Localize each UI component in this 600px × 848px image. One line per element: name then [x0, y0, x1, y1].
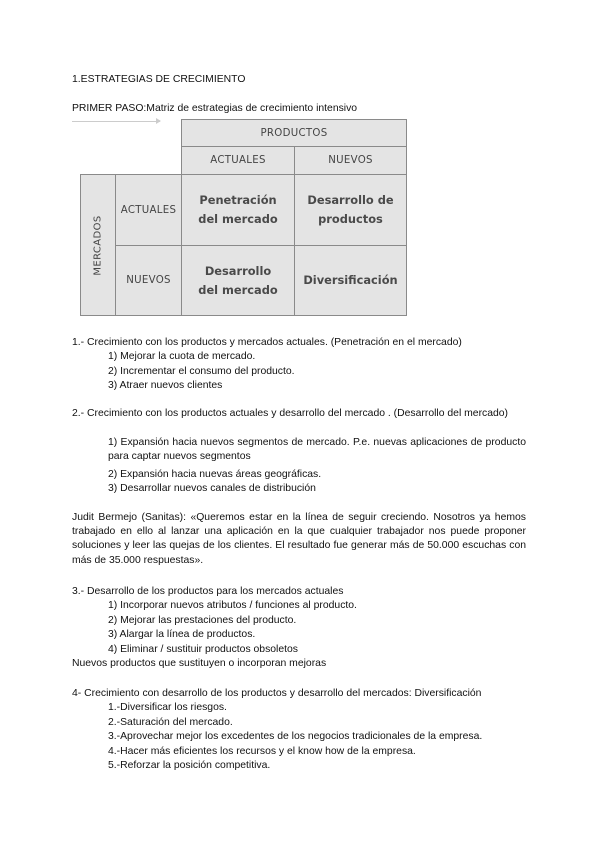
step-heading: PRIMER PASO:Matriz de estrategias de crecimiento intensivo [72, 103, 358, 114]
matrix-header-productos: PRODUCTOS [181, 119, 407, 147]
desarrollo-mercado-label: Desarrollo del mercado [198, 263, 278, 297]
section4-item: 4.-Hacer más eficientes los recursos y el know how de la empresa. [108, 746, 416, 757]
matrix-cell-diversificacion: Diversificación [294, 245, 407, 316]
section2-item: 3) Desarrollar nuevos canales de distribución [108, 483, 316, 494]
section2-item: 2) Expansión hacia nuevas áreas geográficas. [108, 469, 322, 480]
section4-item: 1.-Diversificar los riesgos. [108, 702, 227, 713]
section1-item: 3) Atraer nuevos clientes [108, 380, 223, 391]
matrix-cell-desarrollo-mercado [181, 245, 295, 316]
arrow-decoration [72, 121, 160, 122]
section3-item: 1) Incorporar nuevos atributos / funciones al producto. [108, 600, 357, 611]
section3-item: 2) Mejorar las prestaciones del producto. [108, 615, 297, 626]
matrix-row-nuevos: NUEVOS [115, 245, 182, 316]
section1-item: 2) Incrementar el consumo del producto. [108, 366, 295, 377]
section4-item: 2.-Saturación del mercado. [108, 717, 233, 728]
section3-item: 4) Eliminar / sustituir productos obsoletos [108, 644, 298, 655]
matrix-cell-penetracion [181, 174, 295, 246]
section3-footer: Nuevos productos que sustituyen o incorporan mejoras [72, 658, 327, 669]
section1-heading: 1.- Crecimiento con los productos y mercados actuales. (Penetración en el mercado) [72, 337, 462, 348]
matrix-cell-desarrollo-productos [294, 174, 407, 246]
matrix-header-mercados: MERCADOS [92, 214, 104, 276]
desarrollo-productos-label: Desarrollo de productos [307, 193, 394, 226]
section1-item: 1) Mejorar la cuota de mercado. [108, 351, 256, 362]
section2-item: 1) Expansión hacia nuevos segmentos de mercado. P.e. nuevas aplicaciones de producto para captar nuevos segmentos [108, 437, 526, 463]
section4-heading: 4- Crecimiento con desarrollo de los productos y desarrollo del mercados: Diversificación [72, 688, 482, 699]
quote-paragraph: Judit Bermejo (Sanitas): «Queremos estar en la línea de seguir creciendo. Nosotros ya hemos trabajado en ello al lanzar una aplicación en la que cualquier trabajador nos puede proponer soluciones y leer las quejas de los clientes. El resultado fue generar más de 50.000 escuchas con más de 35.000 respuestas». [72, 512, 526, 566]
matrix-col-nuevos: NUEVOS [294, 146, 407, 175]
section3-item: 3) Alargar la línea de productos. [108, 629, 256, 640]
matrix-header-mercados-cell [80, 174, 116, 316]
matrix-col-actuales: ACTUALES [181, 146, 295, 175]
section3-heading: 3.- Desarrollo de los productos para los mercados actuales [72, 586, 344, 597]
section4-item: 5.-Reforzar la posición competitiva. [108, 760, 271, 771]
section4-item: 3.-Aprovechar mejor los excedentes de los negocios tradicionales de la empresa. [108, 731, 483, 742]
section2-heading: 2.- Crecimiento con los productos actuales y desarrollo del mercado . (Desarrollo del mercado) [72, 408, 509, 419]
penetracion-label: Penetración del mercado [198, 193, 278, 226]
matrix-row-actuales: ACTUALES [115, 174, 182, 246]
document-title: 1.ESTRATEGIAS DE CRECIMIENTO [72, 74, 246, 85]
